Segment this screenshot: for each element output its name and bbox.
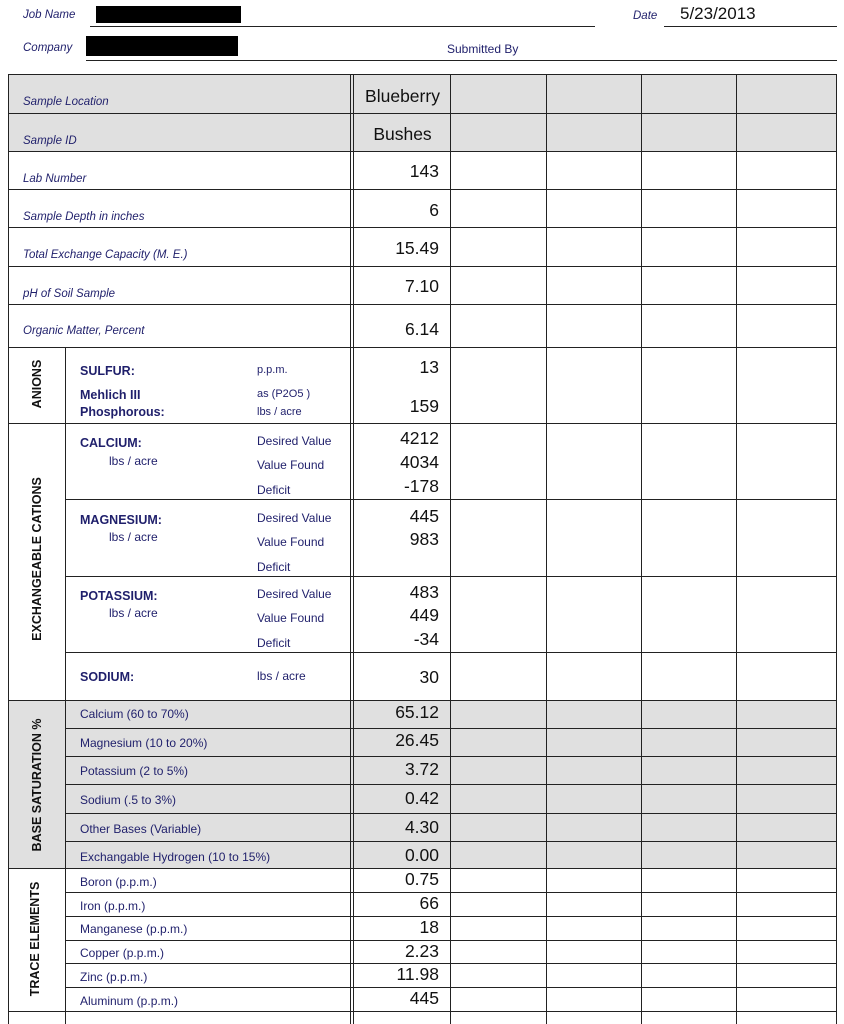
- trace-manganese-value[interactable]: 18: [419, 917, 439, 937]
- cations-section-label: EXCHANGEABLE CATIONS: [30, 477, 44, 641]
- row-line: [8, 347, 837, 348]
- trace-zinc-label: Zinc (p.p.m.): [80, 970, 148, 984]
- sample-id-value[interactable]: Bushes: [373, 124, 432, 144]
- col-divider-3: [641, 74, 642, 1024]
- trace-iron-label: Iron (p.p.m.): [80, 899, 146, 913]
- section-line: [8, 700, 837, 701]
- magnesium-found-label: Value Found: [257, 535, 325, 549]
- phosphorous-unit-2: lbs / acre: [257, 406, 302, 418]
- trace-aluminum-label: Aluminum (p.p.m.): [80, 994, 179, 1008]
- magnesium-desired-label: Desired Value: [257, 511, 332, 525]
- base-sodium-value[interactable]: 0.42: [404, 788, 439, 808]
- sample-depth-value[interactable]: 6: [429, 200, 439, 220]
- section-label-divider: [65, 347, 66, 1024]
- anions-section-label: ANIONS: [30, 359, 44, 409]
- row-line: [8, 227, 837, 228]
- trace-elements-section-label: TRACE ELEMENTS: [28, 881, 42, 997]
- magnesium-desired-value[interactable]: 445: [409, 506, 439, 526]
- base-other-label: Other Bases (Variable): [80, 822, 202, 836]
- lab-number-value[interactable]: 143: [409, 161, 439, 181]
- col-divider-4: [736, 74, 737, 1024]
- submitted-by-label: Submitted By: [447, 42, 519, 56]
- row-line: [65, 940, 837, 941]
- sample-location-label: Sample Location: [23, 96, 109, 108]
- potassium-found-label: Value Found: [257, 611, 325, 625]
- row-line: [8, 189, 837, 190]
- row-line: [65, 652, 837, 653]
- row-line: [65, 813, 837, 814]
- calcium-desired-label: Desired Value: [257, 434, 332, 448]
- trace-boron-value[interactable]: 0.75: [404, 869, 439, 889]
- base-calcium-label: Calcium (60 to 70%): [80, 707, 189, 721]
- magnesium-found-value[interactable]: 983: [409, 529, 439, 549]
- sample-id-label: Sample ID: [23, 135, 77, 147]
- date-underline: [664, 26, 837, 27]
- row-line: [8, 266, 837, 267]
- sodium-label: SODIUM:: [80, 670, 135, 684]
- potassium-deficit-value[interactable]: -34: [413, 629, 439, 649]
- calcium-found-label: Value Found: [257, 458, 325, 472]
- date-value[interactable]: 5/23/2013: [680, 4, 756, 23]
- table-right-border: [836, 74, 837, 1024]
- col-divider-2: [546, 74, 547, 1024]
- potassium-found-value[interactable]: 449: [409, 605, 439, 625]
- potassium-label: POTASSIUM:: [80, 589, 158, 603]
- row-line: [65, 987, 837, 988]
- calcium-label: CALCIUM:: [80, 436, 142, 450]
- calcium-deficit-value[interactable]: -178: [403, 476, 439, 496]
- sodium-unit: lbs / acre: [257, 669, 306, 683]
- row-line: [8, 113, 837, 114]
- base-saturation-section-label: BASE SATURATION %: [30, 718, 44, 852]
- sulfur-unit: p.p.m.: [257, 364, 288, 376]
- label-divider-1: [350, 74, 351, 1024]
- base-magnesium-value[interactable]: 26.45: [395, 730, 439, 750]
- job-name-underline: [90, 26, 595, 27]
- row-line: [65, 963, 837, 964]
- magnesium-unit: lbs / acre: [109, 530, 158, 544]
- date-label: Date: [633, 10, 658, 22]
- job-name-label: Job Name: [23, 9, 76, 21]
- job-name-redaction: [96, 6, 241, 23]
- section-line: [8, 1011, 837, 1012]
- phosphorous-label-1: Mehlich III: [80, 388, 141, 402]
- sulfur-label: SULFUR:: [80, 364, 135, 378]
- trace-copper-label: Copper (p.p.m.): [80, 946, 165, 960]
- phosphorous-value[interactable]: 159: [409, 396, 439, 416]
- row-line: [65, 756, 837, 757]
- lab-number-label: Lab Number: [23, 173, 87, 185]
- trace-iron-value[interactable]: 66: [419, 893, 439, 913]
- exchange-capacity-value[interactable]: 15.49: [395, 238, 439, 258]
- magnesium-deficit-label: Deficit: [257, 560, 291, 574]
- base-sodium-label: Sodium (.5 to 3%): [80, 793, 177, 807]
- potassium-desired-value[interactable]: 483: [409, 582, 439, 602]
- potassium-desired-label: Desired Value: [257, 587, 332, 601]
- company-label: Company: [23, 42, 73, 54]
- table-left-border: [8, 74, 9, 1024]
- magnesium-label: MAGNESIUM:: [80, 513, 162, 527]
- base-hydrogen-label: Exchangable Hydrogen (10 to 15%): [80, 850, 271, 864]
- table-top-border: [8, 74, 837, 75]
- sample-location-value[interactable]: Blueberry: [365, 86, 440, 106]
- base-other-value[interactable]: 4.30: [404, 817, 439, 837]
- potassium-deficit-label: Deficit: [257, 636, 291, 650]
- row-line: [65, 841, 837, 842]
- row-line: [65, 892, 837, 893]
- sodium-value[interactable]: 30: [419, 667, 439, 687]
- phosphorous-unit-1: as (P2O5 ): [257, 388, 311, 400]
- organic-matter-value[interactable]: 6.14: [404, 319, 439, 339]
- section-line: [8, 423, 837, 424]
- trace-manganese-label: Manganese (p.p.m.): [80, 922, 188, 936]
- company-redaction: [86, 36, 238, 56]
- base-calcium-value[interactable]: 65.12: [395, 702, 439, 722]
- potassium-unit: lbs / acre: [109, 606, 158, 620]
- calcium-unit: lbs / acre: [109, 454, 158, 468]
- row-line: [65, 784, 837, 785]
- trace-zinc-value[interactable]: 11.98: [396, 964, 439, 984]
- trace-boron-label: Boron (p.p.m.): [80, 875, 157, 889]
- row-line: [8, 151, 837, 152]
- trace-copper-value[interactable]: 2.23: [404, 941, 439, 961]
- sample-depth-label: Sample Depth in inches: [23, 211, 145, 223]
- trace-aluminum-value[interactable]: 445: [409, 988, 439, 1008]
- calcium-desired-value[interactable]: 4212: [400, 428, 439, 448]
- calcium-deficit-label: Deficit: [257, 483, 291, 497]
- ph-value[interactable]: 7.10: [404, 276, 439, 296]
- row-line: [65, 728, 837, 729]
- row-line: [8, 304, 837, 305]
- company-underline: [86, 60, 837, 61]
- phosphorous-label-2: Phosphorous:: [80, 405, 165, 419]
- row-line: [65, 916, 837, 917]
- base-potassium-label: Potassium (2 to 5%): [80, 764, 189, 778]
- calcium-found-value[interactable]: 4034: [400, 452, 439, 472]
- label-divider-2: [353, 74, 354, 1024]
- exchange-capacity-label: Total Exchange Capacity (M. E.): [23, 249, 188, 261]
- row-line: [65, 499, 837, 500]
- ph-label: pH of Soil Sample: [23, 288, 116, 300]
- base-magnesium-label: Magnesium (10 to 20%): [80, 736, 208, 750]
- row-line: [65, 576, 837, 577]
- base-hydrogen-value[interactable]: 0.00: [404, 845, 439, 865]
- col-divider-1: [450, 74, 451, 1024]
- sulfur-value[interactable]: 13: [419, 357, 439, 377]
- base-potassium-value[interactable]: 3.72: [404, 759, 439, 779]
- organic-matter-label: Organic Matter, Percent: [23, 325, 145, 337]
